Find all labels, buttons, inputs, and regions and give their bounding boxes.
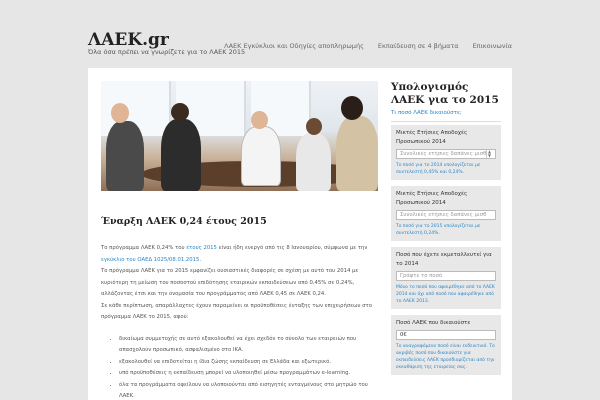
- content-area: [88, 68, 512, 400]
- site-description: Όλα όσα πρέπει να γνωρίζετε για το ΛΑΕΚ 2015: [88, 48, 246, 56]
- main-nav: [224, 42, 512, 50]
- field-note: Το αναγραφόμενο ποσό είναι ενδεικτικό. Το ακριβές ποσό που δικαιούστε για εκπαιδεύσεις ΛΑΕΚ προσδιορίζεται από την εκκαθάριση της εταιρείας σας.: [396, 344, 495, 370]
- salaries-2014-card: [391, 125, 501, 180]
- list-item: • όλα τα προγράμματα οφείλουν να υλοποιούνται από εισηγητές ενταγμένους στο μητρώο του ΛΑΕΚ.: [119, 380, 378, 400]
- nav-item-circulars[interactable]: ΛΑΕΚ Εγκύκλιοι και Οδηγίες αποπληρωμής: [224, 42, 364, 50]
- used-amount-card: [391, 247, 501, 309]
- list-item: • δικαίωμα συμμετοχής σε αυτό εξακολουθεί να έχει σχεδόν το σύνολο των εταιρειών που απασχολούν προσωπικό, ασφαλισμένο στο ΙΚΑ.: [119, 334, 378, 357]
- article-paragraph: Το πρόγραμμα ΛΑΕΚ για το 2015 εμφανίζει ουσιαστικές διαφορές σε σχέση με αυτό του 2014 με κυριότερη τη μείωση του ποσοστού επιδότησης εταιρικών εκπαιδεύσεων από 0,45% σε 0,24%, αλλάζοντας έτσι και την ονομασία του προγράμματος από ΛΑΕΚ 0,45 σε ΛΑΕΚ 0,24.: [101, 268, 359, 297]
- field-note: Το ποσό για το 2014 υπολογίζεται με συντελεστή 0,45% και 0,24%.: [396, 163, 481, 175]
- year-link[interactable]: έτους 2015: [186, 245, 217, 251]
- article-title: Έναρξη ΛΑΕΚ 0,24 έτους 2015: [101, 216, 267, 227]
- entitled-amount-card: [391, 315, 501, 375]
- field-note: Μόνο το ποσό που αφαιρέθηκε από το ΛΑΕΚ 2014 και όχι από ποσό που αφαιρέθηκε από το ΛΑΕΚ 2013.: [396, 285, 495, 304]
- featured-image: [101, 81, 378, 191]
- field-label: Μικτές Ετήσιες Αποδοχές Προσωπικού 2014: [396, 130, 468, 145]
- field-label: Μικτές Ετήσιες Αποδοχές Προσωπικού 2014: [396, 191, 468, 206]
- conditions-list: [119, 334, 378, 400]
- salaries-2014-input[interactable]: Συνολικές ετήσιες δαπάνες μισθ ▲ ▼: [396, 149, 496, 159]
- used-amount-input[interactable]: Γράψτε το ποσό: [396, 271, 496, 281]
- salaries-2015-input[interactable]: Συνολικές ετήσιες δαπάνες μισθ: [396, 210, 496, 220]
- field-label: Ποσό που έχετε εκμεταλλευτεί για το 2014: [396, 252, 492, 267]
- nav-item-contact[interactable]: Επικοινωνία: [472, 42, 512, 50]
- article-paragraph: Σε κάθε περίπτωση, απαράλλαχτες έχουν παραμείνει οι προϋποθέσεις ένταξης των επιχειρήσεων στο πρόγραμμα ΛΑΕΚ το 2015, αφού:: [101, 302, 372, 320]
- field-note: Το ποσό για το 2015 υπολογίζεται με συντελεστή 0,24%.: [396, 224, 481, 236]
- list-item: • εξακολουθεί να επιδοτείται η ίδια ζώσης εκπαίδευση σε Ελλάδα και εξωτερικό.: [119, 357, 378, 369]
- list-item: • υπό προϋποθέσεις η εκπαίδευση μπορεί να υλοποιηθεί μέσω προγραμμάτων e-learning.: [119, 368, 378, 380]
- salaries-2015-card: [391, 186, 501, 241]
- article-paragraph: Το πρόγραμμα ΛΑΕΚ 0,24% του έτους 2015 είναι ήδη ενεργό από τις 8 Ιανουαρίου, σύμφωνα με την εγκύκλιο του ΟΑΕΔ 1025/08.01.2015.: [101, 245, 368, 263]
- nav-item-training-steps[interactable]: Εκπαίδευση σε 4 βήματα: [377, 42, 459, 50]
- entitled-amount-output: 0€: [396, 330, 496, 340]
- number-stepper[interactable]: ▲ ▼: [487, 149, 492, 158]
- circular-link[interactable]: εγκύκλιο του ΟΑΕΔ 1025/08.01.2015: [101, 256, 200, 263]
- calculator-widget: [391, 81, 501, 381]
- field-label: Ποσό ΛΑΕΚ που δικαιούστε: [396, 320, 471, 326]
- site-title[interactable]: ΛΑΕΚ.gr: [88, 30, 169, 50]
- widget-subtitle: Τι ποσό ΛΑΕΚ δικαιούστε;: [391, 110, 462, 116]
- article: [101, 216, 378, 400]
- widget-title: Υπολογισμός ΛΑΕΚ για το 2015: [391, 81, 499, 106]
